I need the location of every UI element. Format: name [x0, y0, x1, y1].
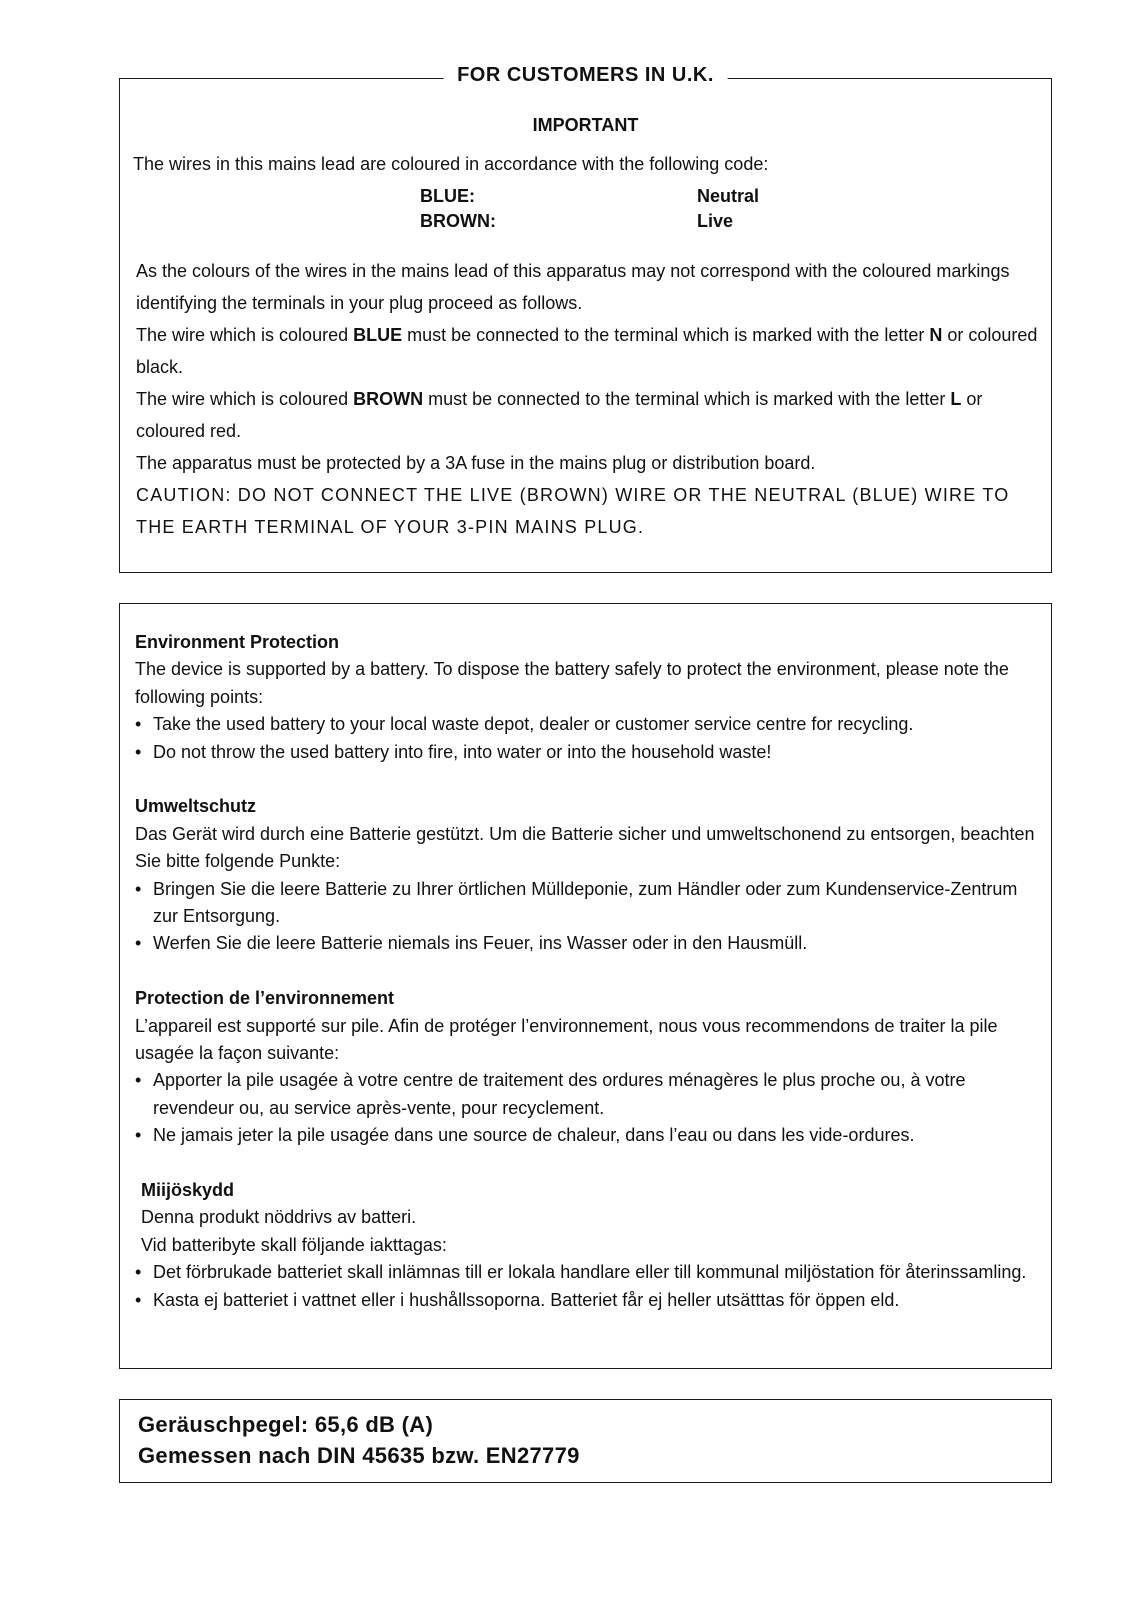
- section-english: [135, 629, 1041, 766]
- list-item: [135, 1067, 1041, 1122]
- uk-customers-notice: [119, 64, 1052, 573]
- section-text: The device is supported by a battery. To dispose the battery safely to protect the environment, please note the following points:: [135, 659, 1009, 707]
- bullet-icon: •: [135, 1070, 142, 1091]
- noise-level-text: Geräuschpegel: 65,6 dB (A): [138, 1412, 434, 1437]
- measurement-standard-text: Gemessen nach DIN 45635 bzw. EN27779: [138, 1443, 580, 1468]
- bullet-icon: •: [135, 741, 142, 762]
- bullet-icon: •: [135, 714, 142, 735]
- section-swedish: [135, 1177, 1041, 1314]
- bullet-icon: •: [135, 933, 142, 954]
- brown-wire-instruction: [136, 383, 1041, 447]
- list-item-text: Kasta ej batteriet i vattnet eller i hushållssoporna. Batteriet får ej heller utsätttas för öppen eld.: [153, 1289, 900, 1310]
- text-run: or coloured red.: [136, 389, 983, 441]
- list-item: [135, 1122, 1041, 1149]
- list-item-text: Ne jamais jeter la pile usagée dans une source de chaleur, dans l’eau ou dans les vide-ordures.: [153, 1125, 915, 1146]
- list-item: [135, 711, 1041, 738]
- environment-protection-notice: [119, 603, 1052, 1369]
- colour-warning-paragraph: As the colours of the wires in the mains lead of this apparatus may not correspond with the coloured markings identifying the terminals in your plug proceed as follows.: [136, 261, 1010, 313]
- letter-l: L: [950, 389, 962, 409]
- wire-code-row-blue: [420, 184, 759, 209]
- blue-word: BLUE: [353, 325, 403, 345]
- bullet-icon: •: [135, 878, 142, 899]
- list-item-text: Do not throw the used battery into fire, into water or into the household waste!: [153, 741, 772, 762]
- list-item: [135, 1259, 1041, 1286]
- wire-code-table: [420, 184, 759, 234]
- section-heading: Miijöskydd: [141, 1180, 235, 1201]
- list-item: [135, 876, 1041, 931]
- section-heading: Protection de l’environnement: [135, 988, 395, 1009]
- list-item-text: Det förbrukade batteriet skall inlämnas till er lokala handlare eller till kommunal miljöstation för återinssamling.: [153, 1262, 1027, 1283]
- list-item-text: Take the used battery to your local waste depot, dealer or customer service centre for recycling.: [153, 714, 914, 735]
- fuse-instruction: The apparatus must be protected by a 3A fuse in the mains plug or distribution board.: [136, 453, 816, 473]
- list-item-text: Bringen Sie die leere Batterie zu Ihrer örtlichen Mülldeponie, zum Händler oder zum Kundenservice-Zentrum zur Entsorgung.: [153, 878, 1018, 927]
- letter-n: N: [929, 325, 943, 345]
- wire-color: BROWN:: [420, 211, 496, 231]
- text-run: must be connected to the terminal which is marked with the letter: [402, 325, 930, 345]
- section-french: [135, 985, 1041, 1149]
- wire-code-intro: The wires in this mains lead are coloured in accordance with the following code:: [133, 154, 769, 174]
- wire-meaning: Live: [697, 211, 734, 231]
- wire-code-row-brown: [420, 209, 759, 234]
- list-item-text: Apporter la pile usagée à votre centre de traitement des ordures ménagères le plus proche ou, à votre revendeur ou, au service après-vente, pour recyclement.: [153, 1070, 966, 1118]
- section-german: [135, 793, 1041, 957]
- caution-text: CAUTION: DO NOT CONNECT THE LIVE (BROWN) WIRE OR THE NEUTRAL (BLUE) WIRE TO THE EARTH TERMINAL OF YOUR 3-PIN MAINS PLUG.: [136, 485, 1010, 537]
- bullet-icon: •: [135, 1262, 142, 1283]
- list-item: [135, 739, 1041, 766]
- uk-notice-title: FOR CUSTOMERS IN U.K.: [443, 64, 728, 87]
- section-heading: Environment Protection: [135, 632, 340, 652]
- section-heading: Umweltschutz: [135, 796, 257, 817]
- brown-word: BROWN: [353, 389, 424, 409]
- list-item: [135, 1287, 1041, 1314]
- wire-meaning: Neutral: [697, 186, 760, 206]
- wire-color: BLUE:: [420, 186, 475, 206]
- bullet-icon: •: [135, 1289, 142, 1310]
- text-run: The wire which is coloured: [136, 389, 354, 409]
- important-heading: IMPORTANT: [532, 115, 639, 135]
- section-text: L’appareil est supporté sur pile. Afin de protéger l’environnement, nous vous recommendons de traiter la pile usagée la façon suivante:: [135, 1015, 998, 1064]
- text-run: The wire which is coloured: [136, 325, 354, 345]
- list-item-text: Werfen Sie die leere Batterie niemals ins Feuer, ins Wasser oder in den Hausmüll.: [153, 933, 808, 954]
- section-text: Denna produkt nöddrivs av batteri.: [141, 1207, 417, 1228]
- text-run: or coloured black.: [136, 325, 1038, 377]
- text-run: must be connected to the terminal which is marked with the letter: [423, 389, 951, 409]
- section-text: Vid batteribyte skall följande iakttagas:: [141, 1234, 447, 1255]
- section-text: Das Gerät wird durch eine Batterie gestützt. Um die Batterie sicher und umweltschonend zu entsorgen, beachten Sie bitte folgende Punkte:: [135, 823, 1035, 872]
- bullet-icon: •: [135, 1125, 142, 1146]
- list-item: [135, 930, 1041, 957]
- blue-wire-instruction: [136, 319, 1041, 383]
- noise-level-notice: [119, 1399, 1052, 1483]
- uk-notice-body: [136, 255, 1041, 543]
